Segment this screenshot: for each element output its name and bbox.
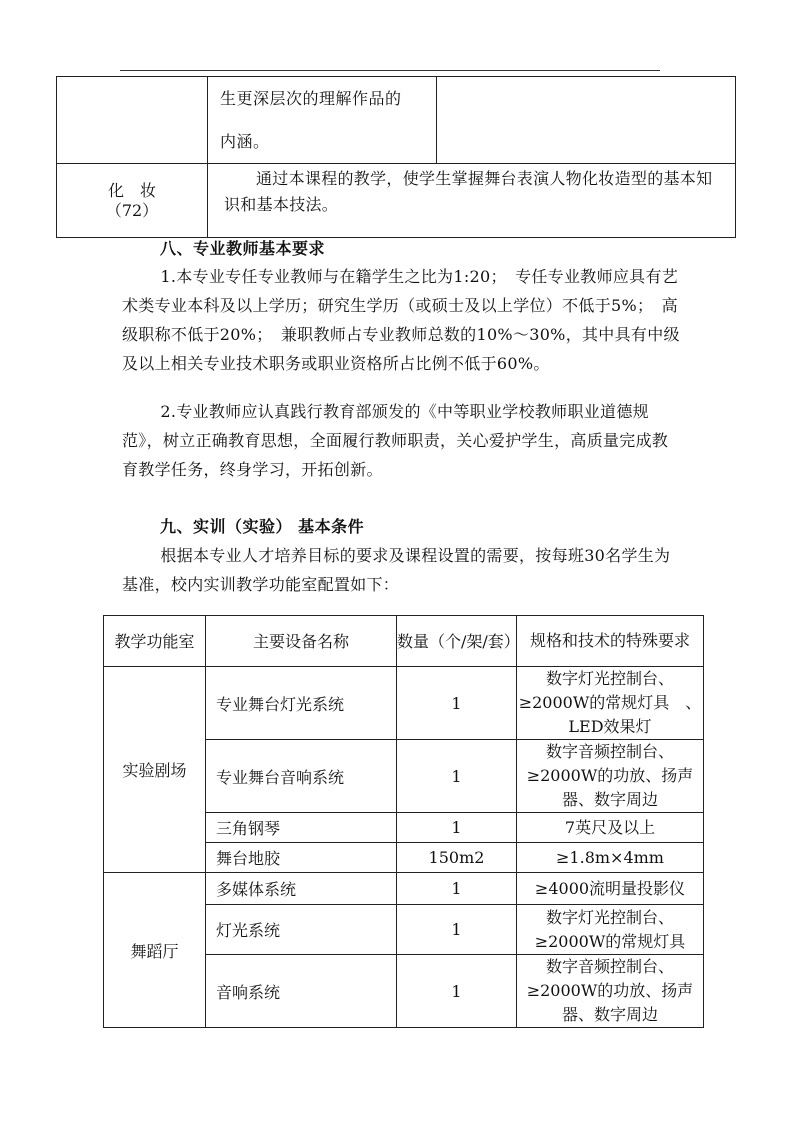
equipment-spec: 7英尺及以上 bbox=[517, 813, 704, 843]
course-hours: （72） bbox=[105, 200, 159, 220]
header-rule bbox=[120, 70, 660, 71]
equipment-name: 专业舞台音响系统 bbox=[206, 740, 397, 813]
equipment-spec: ≥1.8m×4mm bbox=[517, 843, 704, 873]
continued-text-cell bbox=[208, 77, 437, 164]
header-equipment: 主要设备名称 bbox=[206, 616, 397, 667]
equipment-qty: 1 bbox=[397, 905, 517, 955]
section-9-title: 九、实训（实验） 基本条件 bbox=[160, 517, 365, 536]
equipment-name: 音响系统 bbox=[206, 955, 397, 1028]
equipment-spec: 数字音频控制台、≥2000W的功放、扬声器、数字周边 bbox=[517, 955, 704, 1028]
equipment-qty: 1 bbox=[397, 873, 517, 905]
continued-line-2: 内涵。 bbox=[220, 132, 270, 151]
equipment-qty: 150m2 bbox=[397, 843, 517, 873]
table-row bbox=[57, 77, 736, 164]
course-desc-cell bbox=[208, 164, 736, 238]
equipment-name: 灯光系统 bbox=[206, 905, 397, 955]
header-room: 教学功能室 bbox=[104, 616, 206, 667]
equipment-spec: 数字灯光控制台、≥2000W的常规灯具 bbox=[517, 905, 704, 955]
room-cell: 舞蹈厅 bbox=[104, 873, 206, 1028]
section-9-paragraph-1: 根据本专业人才培养目标的要求及课程设置的需要，按每班30名学生为基准，校内实训教学功能室配置如下： bbox=[122, 546, 671, 594]
equipment-qty: 1 bbox=[397, 955, 517, 1028]
course-description: 通过本课程的教学，使学生掌握舞台表演人物化妆造型的基本知识和基本技法。 bbox=[224, 169, 713, 214]
equipment-qty: 1 bbox=[397, 667, 517, 740]
section-8-title: 八、专业教师基本要求 bbox=[160, 239, 326, 258]
equipment-name: 专业舞台灯光系统 bbox=[206, 667, 397, 740]
header-spec: 规格和技术的特殊要求 bbox=[517, 616, 704, 667]
table-row bbox=[104, 873, 704, 905]
empty-cell bbox=[437, 77, 736, 164]
equipment-name: 舞台地胶 bbox=[206, 843, 397, 873]
equipment-qty: 1 bbox=[397, 740, 517, 813]
equipment-qty: 1 bbox=[397, 813, 517, 843]
equipment-name: 三角钢琴 bbox=[206, 813, 397, 843]
course-name-cell bbox=[57, 164, 208, 238]
equipment-spec: 数字灯光控制台、≥2000W的常规灯具 、 LED效果灯 bbox=[517, 667, 704, 740]
header-quantity: 数量（个/架/套） bbox=[397, 616, 517, 667]
section-8-paragraph-2: 2.专业教师应认真践行教育部颁发的《中等职业学校教师职业道德规范》，树立正确教育思想，全面履行教师职责，关心爱护学生，高质量完成教育教学任务，终身学习，开拓创新。 bbox=[122, 402, 669, 479]
equipment-name: 多媒体系统 bbox=[206, 873, 397, 905]
empty-cell bbox=[57, 77, 208, 164]
equipment-table bbox=[103, 615, 704, 1028]
equipment-spec: 数字音频控制台、≥2000W的功放、扬声器、数字周边 bbox=[517, 740, 704, 813]
equipment-spec: ≥4000流明量投影仪 bbox=[517, 873, 704, 905]
table-row bbox=[57, 164, 736, 238]
table-header-row bbox=[104, 616, 704, 667]
continued-line-1: 生更深层次的理解作品的 bbox=[220, 89, 402, 108]
course-table bbox=[56, 76, 736, 238]
section-8-paragraph-1: 1.本专业专任专业教师与在籍学生之比为1:20； 专任专业教师应具有艺术类专业本科及以上学历；研究生学历（或硕士及以上学位）不低于5%； 高级职称不低于20%； 兼职教师占专业教师总数的10%～30%，其中具有中级及以上相关专业技术职务或职业资格所占比例不低于60%。 bbox=[122, 267, 680, 373]
course-name: 化 妆 bbox=[107, 180, 156, 200]
room-cell: 实验剧场 bbox=[104, 667, 206, 873]
table-row bbox=[104, 667, 704, 740]
